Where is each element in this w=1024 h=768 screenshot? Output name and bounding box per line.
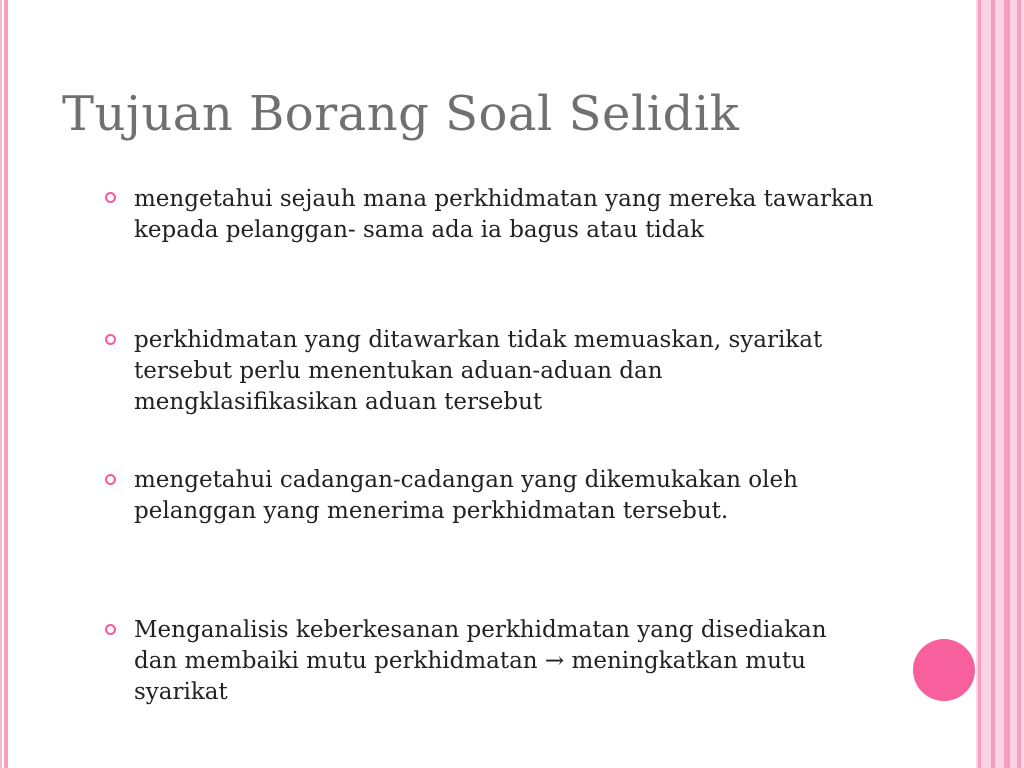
bullet-icon [105, 624, 116, 635]
border-stripe [978, 0, 981, 768]
bullet-icon [105, 334, 116, 345]
decorative-circle [913, 639, 975, 701]
border-stripe [991, 0, 995, 768]
left-border-decoration [0, 0, 8, 768]
bullet-item: mengetahui cadangan-cadangan yang dikemukakan oleh pelanggan yang menerima perkhidmatan tersebut. [134, 467, 798, 524]
bullet-item: Menganalisis keberkesanan perkhidmatan yang disediakan dan membaiki mutu perkhidmatan → meningkatkan mutu syarikat [134, 617, 827, 705]
slide-title: Tujuan Borang Soal Selidik [62, 86, 740, 142]
bullet-item: perkhidmatan yang ditawarkan tidak memuaskan, syarikat tersebut perlu menentukan aduan-aduan dan mengklasifikasikan aduan tersebut [134, 327, 823, 415]
border-stripe [1004, 0, 1010, 768]
bullet-item: mengetahui sejauh mana perkhidmatan yang mereka tawarkan kepada pelanggan- sama ada ia bagus atau tidak [134, 186, 874, 243]
bullet-icon [105, 192, 116, 203]
bullet-icon [105, 474, 116, 485]
border-stripe [1017, 0, 1021, 768]
